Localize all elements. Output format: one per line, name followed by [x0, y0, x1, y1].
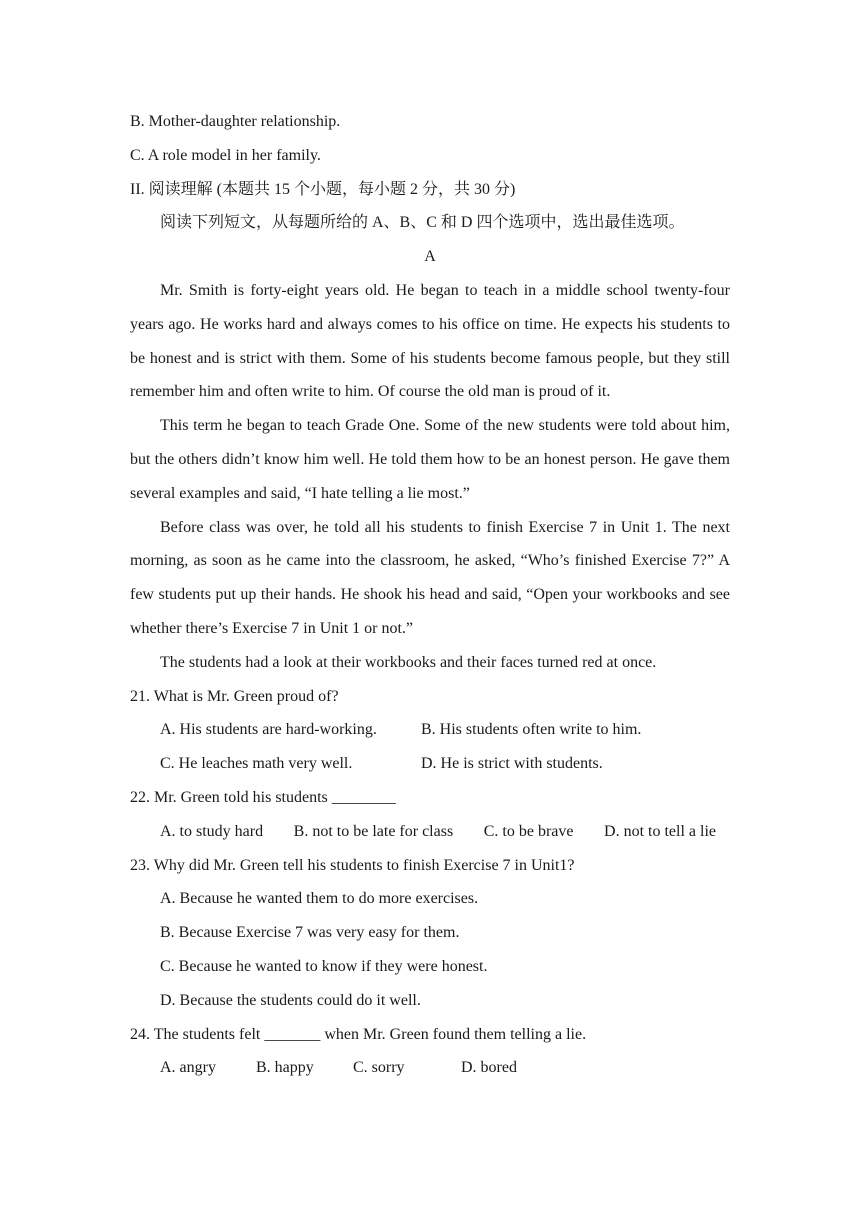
question-21-option-d: D. He is strict with students.: [421, 755, 603, 773]
option-c-prev: C. A role model in her family.: [130, 146, 321, 164]
option-b-prev: B. Mother-daughter relationship.: [130, 113, 341, 130]
question-22-stem: 22. Mr. Green told his students ________: [130, 788, 396, 806]
question-21-option-a: A. His students are hard-working.: [160, 721, 377, 739]
question-23-stem: 23. Why did Mr. Green tell his students to finish Exercise 7 in Unit1?: [130, 856, 575, 874]
passage-paragraph-3: Before class was over, he told all his students to finish Exercise 7 in Unit 1. The next morning, as soon as he came into the classroom, he asked, “Who’s finished Exercise 7?” A few students put up their hands. He shook his head and said, “Open your workbooks and see whether there’s Exercise 7 in Unit 1 or not.”: [130, 518, 730, 637]
question-24-option-b: B. happy: [256, 1059, 314, 1077]
question-23-option-c: C. Because he wanted to know if they were honest.: [160, 957, 488, 975]
question-24-option-a: A. angry: [160, 1059, 216, 1077]
document-page: [130, 105, 730, 1085]
section-instruction: 阅读下列短文，从每题所给的 A、B、C 和 D 四个选项中，选出最佳选项。: [160, 214, 685, 232]
question-22-option-c: C. to be brave: [483, 822, 574, 840]
question-24-stem: 24. The students felt _______ when Mr. Green found them telling a lie.: [130, 1025, 587, 1043]
question-22-options: [130, 815, 716, 849]
section-heading: II. 阅读理解 (本题共 15 个小题，每小题 2 分，共 30 分): [130, 180, 516, 198]
question-22-option-d: D. not to tell a lie: [604, 822, 716, 840]
question-21-stem: 21. What is Mr. Green proud of?: [130, 687, 339, 705]
question-21-option-c: C. He leaches math very well.: [160, 755, 353, 773]
question-24-option-c: C. sorry: [353, 1059, 405, 1077]
question-22-option-a: A. to study hard: [160, 822, 264, 840]
question-24-options: [130, 1051, 730, 1085]
question-23-option-a: A. Because he wanted them to do more exercises.: [160, 890, 479, 908]
question-23-option-b: B. Because Exercise 7 was very easy for them.: [160, 924, 460, 942]
question-22-option-b: B. not to be late for class: [293, 822, 454, 840]
question-23-option-d: D. Because the students could do it well.: [160, 991, 421, 1009]
question-24-option-d: D. bored: [461, 1059, 517, 1077]
passage-paragraph-4: The students had a look at their workbooks and their faces turned red at once.: [160, 653, 657, 671]
question-21-option-b: B. His students often write to him.: [421, 721, 642, 739]
passage-paragraph-1: Mr. Smith is forty-eight years old. He began to teach in a middle school twenty-four years ago. He works hard and always comes to his office on time. He expects his students to be honest and is strict with them. Some of his students become famous people, but they still remember him and often write to him. Of course the old man is proud of it.: [130, 281, 730, 401]
question-21-options-row2: [130, 747, 730, 781]
passage-label: A: [424, 248, 436, 266]
passage-paragraph-2: This term he began to teach Grade One. Some of the new students were told about him, but the others didn’t know him well. He told them how to be an honest person. He gave them several examples and said, “I hate telling a lie most.”: [130, 417, 730, 502]
question-21-options-row1: [130, 713, 730, 747]
